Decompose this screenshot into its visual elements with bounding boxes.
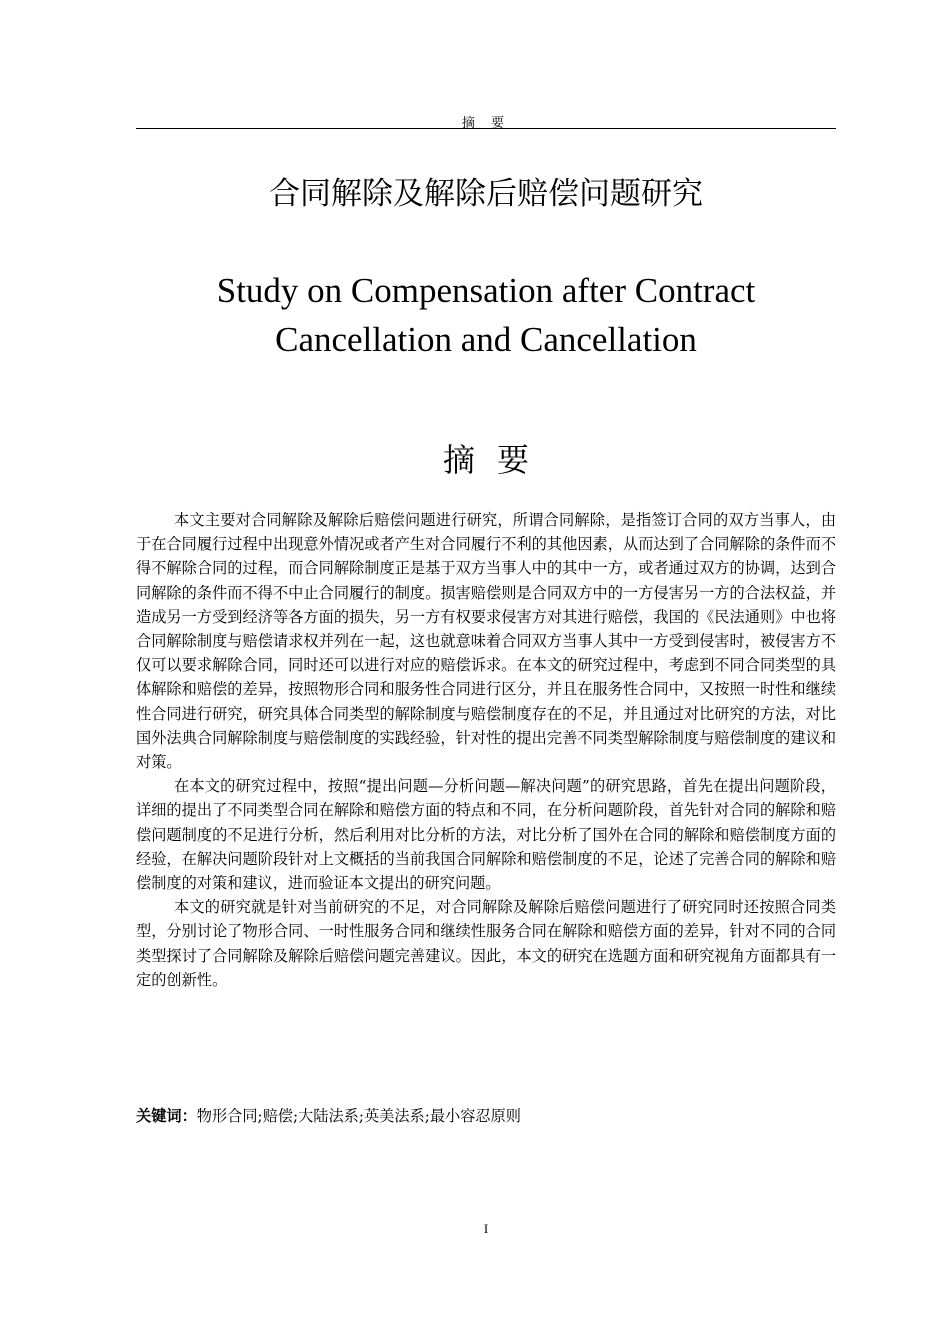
keywords-value: 物形合同;赔偿;大陆法系;英美法系;最小容忍原则: [196, 1107, 521, 1125]
abstract-paragraph-3: 本文的研究就是针对当前研究的不足，对合同解除及解除后赔偿问题进行了研究同时还按照合同类型，分别讨论了物形合同、一时性服务合同和继续性服务合同在解除和赔偿方面的差异，针对不同的合同类型探讨了合同解除及解除后赔偿问题完善建议。因此，本文的研究在选题方面和研究视角方面都具有一定的创新性。: [136, 898, 836, 989]
abstract-body: [136, 508, 836, 992]
abstract-heading: 摘要: [442, 441, 551, 479]
running-header: 摘 要: [461, 116, 511, 131]
header-rule: [136, 128, 836, 129]
abstract-paragraph-2: 在本文的研究过程中，按照“提出问题—分析问题—解决问题”的研究思路，首先在提出问题阶段，详细的提出了不同类型合同在解除和赔偿方面的特点和不同，在分析问题阶段，首先针对合同的解除和赔偿问题制度的不足进行分析，然后利用对比分析的方法，对比分析了国外在合同的解除和赔偿制度方面的经验，在解决问题阶段针对上文概括的当前我国合同解除和赔偿制度的不足，论述了完善合同的解除和赔偿制度的对策和建议，进而验证本文提出的研究问题。: [136, 777, 836, 893]
english-title-line-2: Cancellation and Cancellation: [275, 320, 697, 359]
keywords-line: [136, 1104, 836, 1128]
english-title-line-1: Study on Compensation after Contract: [216, 271, 756, 310]
keywords-label: 关键词：: [136, 1107, 197, 1125]
abstract-paragraph-1: 本文主要对合同解除及解除后赔偿问题进行研究，所谓合同解除，是指签订合同的双方当事人，由于在合同履行过程中出现意外情况或者产生对合同履行不利的其他因素，从而达到了合同解除的条件而不得不解除合同的过程，而合同解除制度正是基于双方当事人中的其中一方，或者通过双方的协调，达到合同解除的条件而不得不中止合同履行的制度。损害赔偿则是合同双方中的一方侵害另一方的合法权益，并造成另一方受到经济等各方面的损失，另一方有权要求侵害方对其进行赔偿，我国的《民法通则》中也将合同解除制度与赔偿请求权并列在一起，这也就意味着合同双方当事人其中一方受到侵害时，被侵害方不仅可以要求解除合同，同时还可以进行对应的赔偿诉求。在本文的研究过程中，考虑到不同合同类型的具体解除和赔偿的差异，按照物形合同和服务性合同进行区分，并且在服务性合同中，又按照一时性和继续性合同进行研究，研究具体合同类型的解除制度与赔偿制度存在的不足，并且通过对比研究的方法，对比国外法典合同解除制度与赔偿制度的实践经验，针对性的提出完善不同类型解除制度与赔偿制度的建议和对策。: [136, 511, 836, 772]
chinese-title: 合同解除及解除后赔偿问题研究: [269, 176, 703, 212]
page-number: I: [483, 1221, 489, 1236]
english-title: [136, 266, 836, 364]
